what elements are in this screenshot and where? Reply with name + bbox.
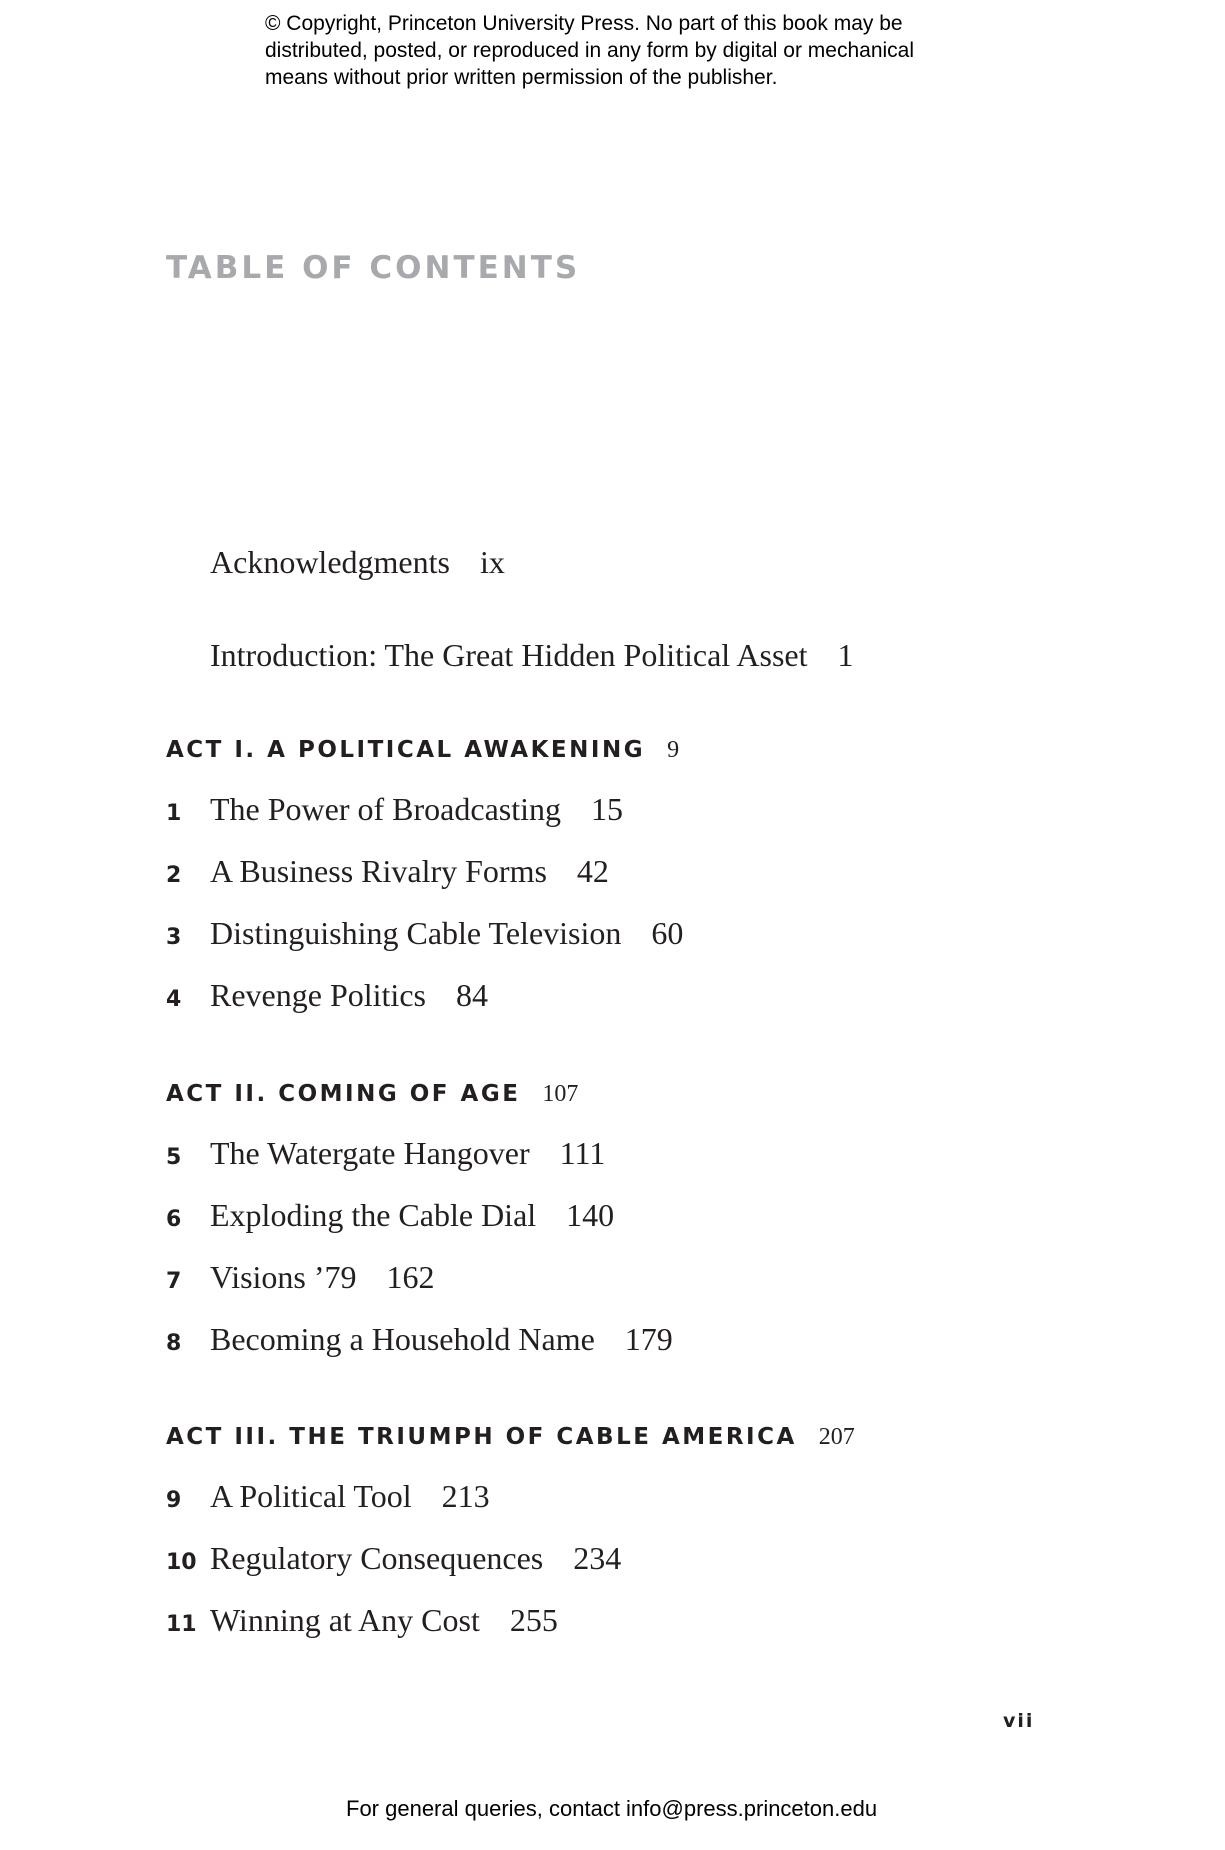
chapter-page: 213 bbox=[441, 1478, 490, 1514]
chapter-number: 6 bbox=[166, 1207, 182, 1232]
toc-entry-acknowledgments[interactable] bbox=[210, 544, 505, 581]
chapter-title: The Watergate Hangover bbox=[210, 1135, 530, 1171]
footer-contact: For general queries, contact info@press.princeton.edu bbox=[346, 1796, 878, 1821]
chapter-page: 179 bbox=[624, 1321, 673, 1357]
chapter-page: 234 bbox=[573, 1540, 622, 1576]
chapter-title: Regulatory Consequences bbox=[210, 1540, 544, 1576]
chapter-number: 8 bbox=[166, 1331, 182, 1356]
toc-chapter-6[interactable] bbox=[166, 1197, 614, 1234]
toc-chapter-2[interactable] bbox=[166, 853, 609, 890]
toc-chapter-5[interactable] bbox=[166, 1135, 605, 1172]
chapter-number: 2 bbox=[166, 863, 182, 888]
chapter-title: Exploding the Cable Dial bbox=[210, 1197, 537, 1233]
toc-chapter-9[interactable] bbox=[166, 1478, 490, 1515]
entry-title: Acknowledgments bbox=[210, 544, 450, 580]
act-page: 107 bbox=[542, 1081, 579, 1107]
toc-chapter-10[interactable] bbox=[166, 1540, 621, 1577]
page-title: TABLE OF CONTENTS bbox=[166, 250, 581, 286]
chapter-title: A Political Tool bbox=[210, 1478, 412, 1514]
chapter-title: Revenge Politics bbox=[210, 977, 426, 1013]
toc-chapter-8[interactable] bbox=[166, 1321, 673, 1358]
entry-page: 1 bbox=[837, 637, 854, 673]
entry-title: Introduction: The Great Hidden Political Asset bbox=[210, 637, 808, 673]
act-page: 207 bbox=[818, 1424, 855, 1450]
chapter-number: 4 bbox=[166, 987, 182, 1012]
chapter-title: Becoming a Household Name bbox=[210, 1321, 595, 1357]
act-page: 9 bbox=[667, 737, 680, 763]
toc-chapter-4[interactable] bbox=[166, 977, 488, 1014]
chapter-title: Winning at Any Cost bbox=[210, 1602, 480, 1638]
toc-chapter-11[interactable] bbox=[166, 1602, 558, 1639]
chapter-page: 60 bbox=[651, 915, 684, 951]
chapter-number: 10 bbox=[166, 1550, 197, 1575]
toc-entry-introduction[interactable] bbox=[210, 637, 854, 674]
chapter-page: 162 bbox=[386, 1259, 435, 1295]
chapter-title: Distinguishing Cable Television bbox=[210, 915, 622, 951]
chapter-title: A Business Rivalry Forms bbox=[210, 853, 547, 889]
act-heading-1[interactable] bbox=[166, 737, 679, 764]
act-title: ACT II. COMING OF AGE bbox=[166, 1081, 521, 1107]
copyright-notice: © Copyright, Princeton University Press. No part of this book may be distributed, posted, or reproduced in any form by digital or mechanical means without prior written permission of the publisher. bbox=[265, 12, 915, 89]
entry-page: ix bbox=[479, 544, 505, 580]
act-heading-2[interactable] bbox=[166, 1081, 578, 1108]
act-title: ACT III. THE TRIUMPH OF CABLE AMERICA bbox=[166, 1424, 797, 1450]
chapter-page: 15 bbox=[591, 791, 624, 827]
chapter-title: The Power of Broadcasting bbox=[210, 791, 562, 827]
chapter-number: 3 bbox=[166, 925, 182, 950]
act-heading-3[interactable] bbox=[166, 1424, 855, 1451]
chapter-page: 84 bbox=[455, 977, 488, 1013]
chapter-page: 111 bbox=[559, 1135, 606, 1171]
chapter-page: 140 bbox=[566, 1197, 615, 1233]
act-title: ACT I. A POLITICAL AWAKENING bbox=[166, 737, 646, 763]
chapter-number: 7 bbox=[166, 1269, 182, 1294]
chapter-number: 5 bbox=[166, 1145, 182, 1170]
toc-chapter-3[interactable] bbox=[166, 915, 683, 952]
chapter-title: Visions ’79 bbox=[210, 1259, 357, 1295]
chapter-page: 42 bbox=[576, 853, 609, 889]
chapter-number: 9 bbox=[166, 1488, 182, 1513]
toc-chapter-7[interactable] bbox=[166, 1259, 435, 1296]
toc-chapter-1[interactable] bbox=[166, 791, 623, 828]
chapter-number: 11 bbox=[166, 1612, 197, 1637]
page-number: vii bbox=[1003, 1710, 1035, 1732]
chapter-page: 255 bbox=[509, 1602, 558, 1638]
chapter-number: 1 bbox=[166, 801, 182, 826]
